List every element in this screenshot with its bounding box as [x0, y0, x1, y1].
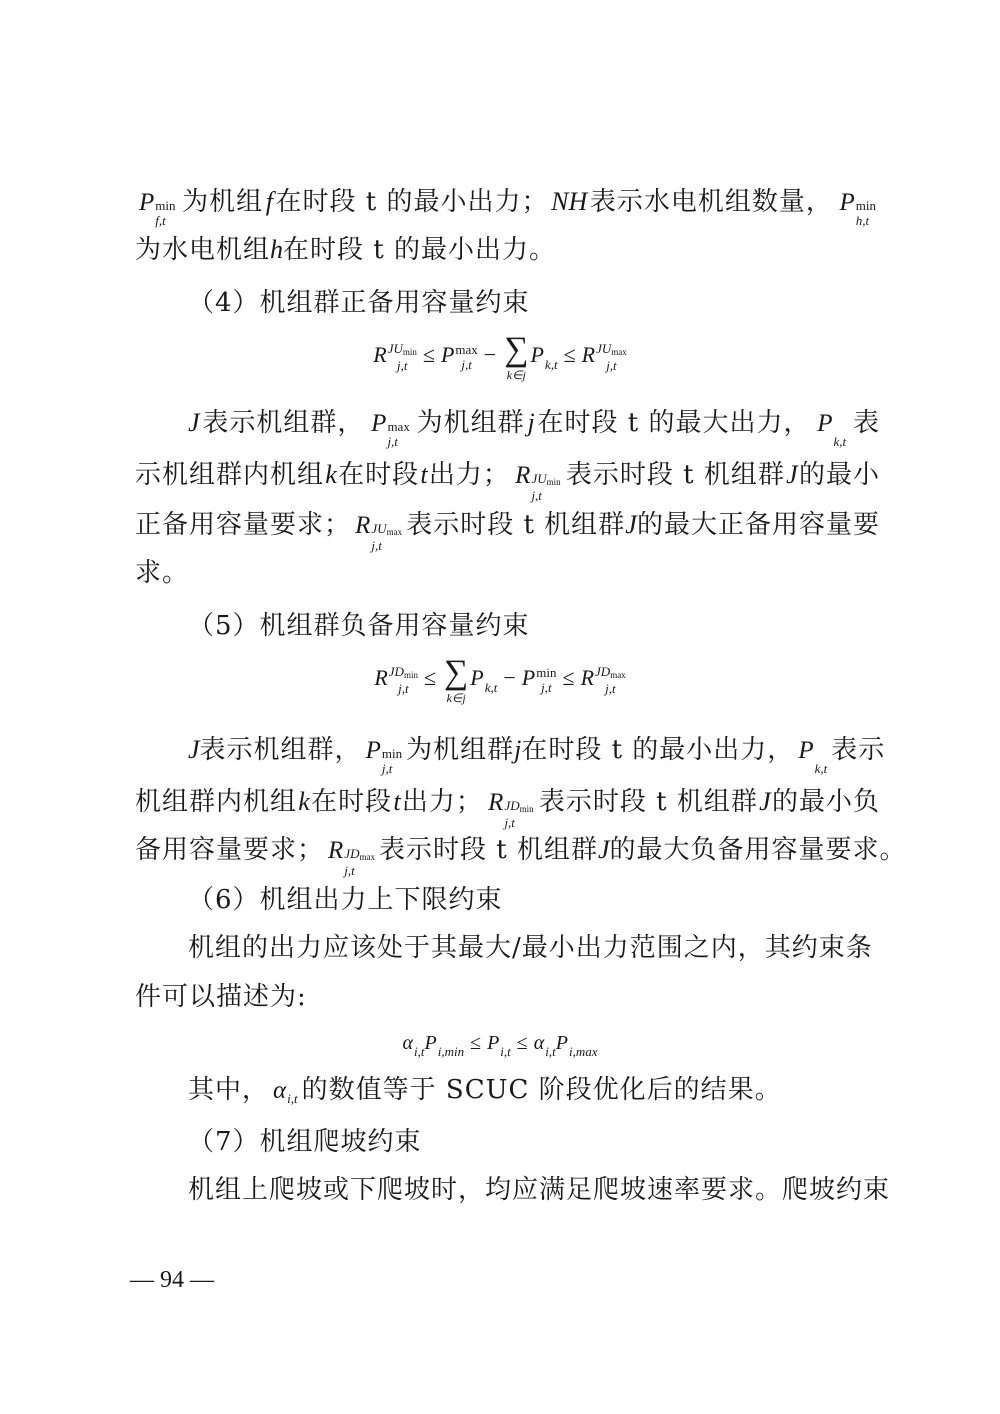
paragraph-line: P min f,t 为机组 f 在时段 t 的最小出力； NH 表示水电机组数量， P min h,t — [135, 182, 880, 227]
math-p-k-t: P k,t — [798, 737, 828, 776]
paragraph-line: 为水电机组h在时段 t 的最小出力。 — [135, 235, 556, 265]
math-p-f-t-min: P min f,t — [139, 189, 176, 228]
section-heading-6: （6）机组出力上下限约束 — [188, 885, 503, 915]
math-p-h-t-min: P min h,t — [839, 189, 876, 228]
paragraph-line: 件可以描述为: — [135, 982, 307, 1012]
math-r-jd-min: R $JD_{min}$ j,t — [488, 789, 534, 830]
math-r-ju-max: R $JU_{max}$ j,t — [355, 512, 403, 553]
section-heading-7: （7）机组爬坡约束 — [188, 1127, 422, 1157]
paragraph-line: 正备用容量要求； R $JU_{max}$ j,t 表示时段 t 机组群 J 的最大正备用容量要 — [135, 505, 880, 552]
section-heading-4: （4）机组群正备用容量约束 — [188, 288, 530, 318]
section-heading-5: （5）机组群负备用容量约束 — [188, 611, 530, 641]
paragraph-line: 示机组群内机组 k 在时段 t 出力； R $JU_{min}$ j,t 表示时段 t 机组群 J 的最小 — [135, 455, 880, 502]
paragraph-line: 求。 — [135, 558, 190, 588]
page-number: — 94 — — [130, 1267, 214, 1293]
equation-negative-reserve: R $JD_{min}$ j,t ≤ ∑ k∈j P k,t − P min j,t ≤ R $JD_{max}$ j,t — [374, 653, 626, 705]
paragraph-line: 备用容量要求； R $JD_{max}$ j,t 表示时段 t 机组群 J 的最大负备用容量要求。 — [135, 830, 880, 877]
paragraph-line: 机组群内机组 k 在时段 t 出力； R $JD_{min}$ j,t 表示时段 t 机组群 J 的最小负 — [135, 782, 880, 829]
equation-positive-reserve: R $JU_{min}$ j,t ≤ P max j,t − ∑ k∈j P k,t ≤ R $JU_{max}$ j,t — [373, 330, 627, 382]
math-alpha-i-t: α i,t — [273, 1077, 298, 1106]
math-r-jd-max: R $JD_{max}$ j,t — [328, 837, 375, 878]
math-p-k-t: P k,t — [817, 410, 847, 449]
equation-output-limits: α i,t P i,min ≤ P i,t ≤ α i,t P i,max — [402, 1032, 598, 1060]
paragraph-line: 其中， α i,t 的数值等于 SCUC 阶段优化后的结果。 — [188, 1070, 880, 1111]
math-r-ju-min: R $JU_{min}$ j,t — [515, 462, 561, 503]
paragraph-line: J 表示机组群， P min j,t 为机组群 j 在时段 t 的最小出力， P k,t 表示 — [188, 730, 880, 775]
math-p-j-t-max: P max j,t — [371, 410, 410, 449]
paragraph-line: 机组上爬坡或下爬坡时，均应满足爬坡速率要求。爬坡约束 — [188, 1175, 891, 1205]
math-nh: NH — [551, 187, 588, 216]
paragraph-line: J 表示机组群， P max j,t 为机组群 j 在时段 t 的最大出力， P k,t 表 — [188, 403, 880, 448]
paragraph-line: 机组的出力应该处于其最大/最小出力范围之内，其约束条 — [188, 933, 873, 963]
math-p-j-t-min: P min j,t — [365, 737, 403, 776]
